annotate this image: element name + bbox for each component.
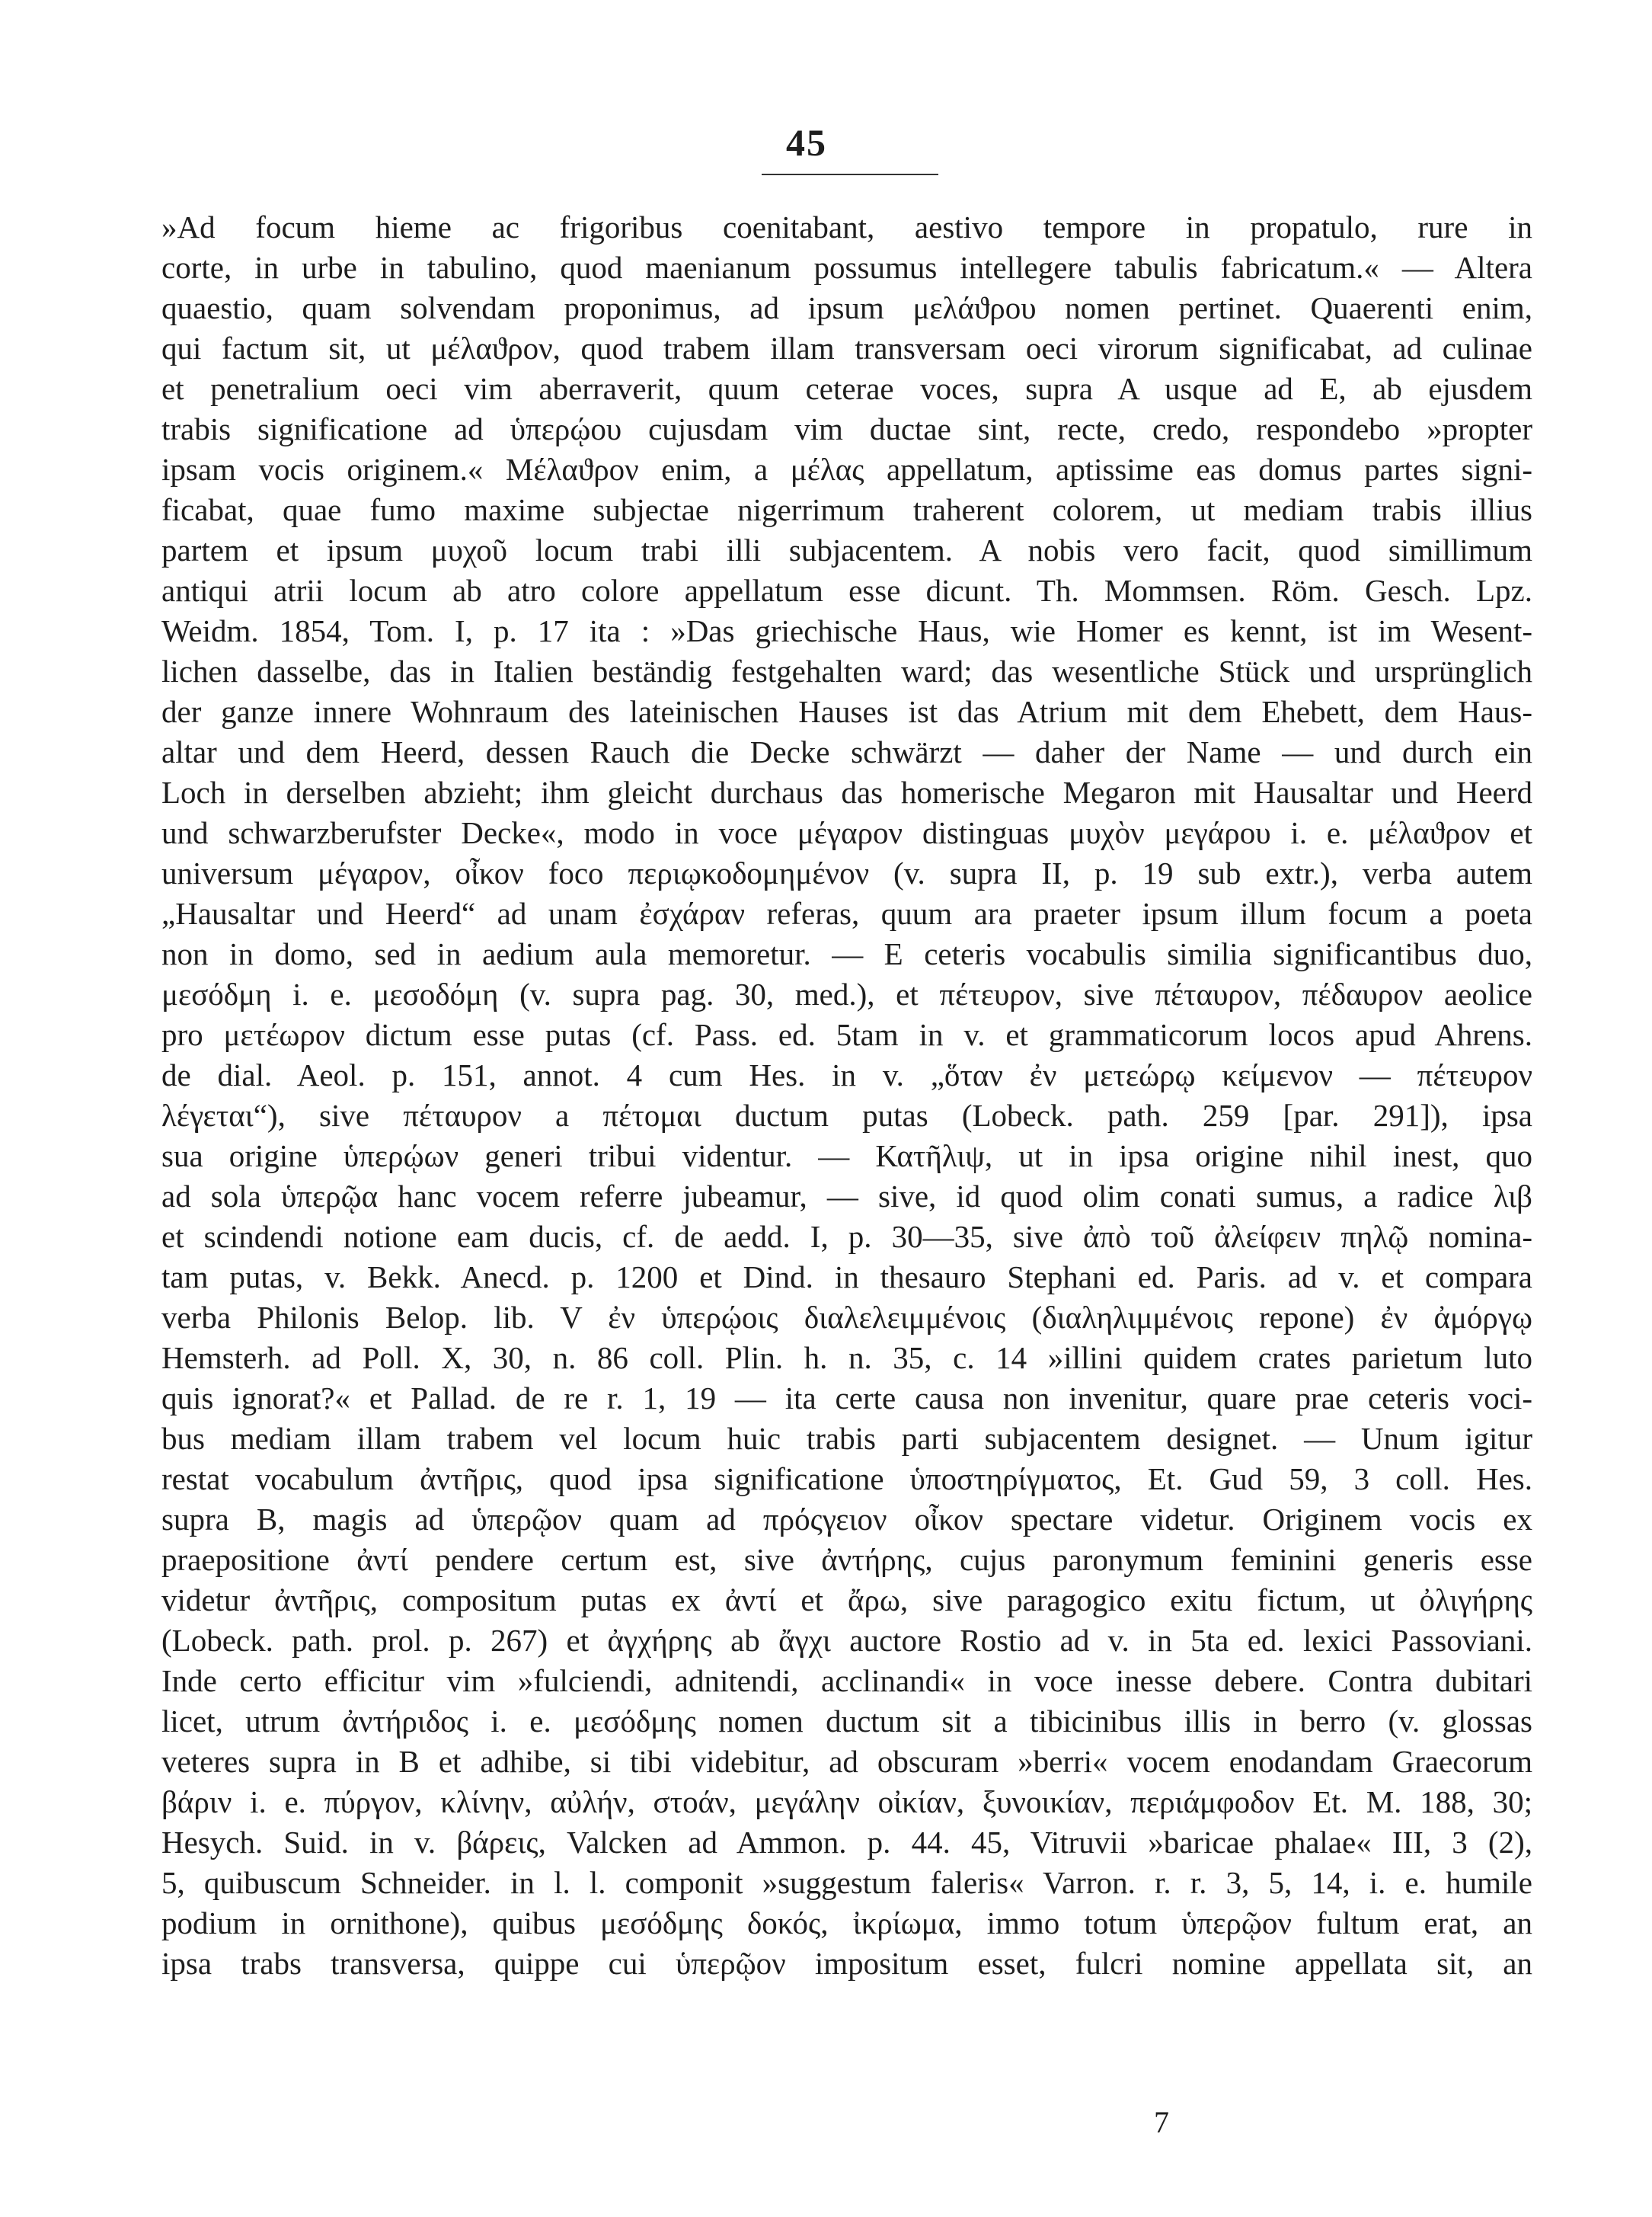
text-line: (Lobeck. path. prol. p. 267) et ἀγχήρης ab ἄγχι auctore Rostio ad v. in 5ta ed. lexici Passoviani. (161, 1623, 1532, 1658)
text-line: altar und dem Heerd, dessen Rauch die Decke schwärzt — daher der Name — und durch ein (161, 734, 1532, 769)
text-line: praepositione ἀντί pendere certum est, sive ἀντήρης, cujus paronymum feminini generis esse (161, 1542, 1532, 1577)
text-line: ipsam vocis originem.« Μέλαϑρον enim, a μέλας appellatum, aptissime eas domus partes signi- (161, 452, 1532, 487)
text-line: partem et ipsum μυχοῦ locum trabi illi subjacentem. A nobis vero facit, quod simillimum (161, 533, 1532, 568)
text-line: λέγεται“), sive πέταυρον a πέτομαι ductum putas (Lobeck. path. 259 [par. 291]), ipsa (161, 1098, 1532, 1133)
text-line: 5, quibuscum Schneider. in l. l. componit »suggestum faleris« Varron. r. r. 3, 5, 14, i. e. humile (161, 1865, 1532, 1900)
text-line: et penetralium oeci vim aberraverit, quum ceterae voces, supra A usque ad E, ab ejusdem (161, 371, 1532, 406)
text-line: supra B, magis ad ὑπερῷον quam ad πρόςγειον οἶκον spectare videtur. Originem vocis ex (161, 1502, 1532, 1537)
signature-mark: 7 (1154, 2105, 1169, 2139)
text-line: licet, utrum ἀντήριδος i. e. μεσόδμης nomen ductum sit a tibicinibus illis in berro (v. glossas (161, 1704, 1532, 1739)
text-line: quaestio, quam solvendam proponimus, ad ipsum μελάϑρου nomen pertinet. Quaerenti enim, (161, 290, 1532, 325)
text-line: veteres supra in B et adhibe, si tibi videbitur, ad obscuram »berri« vocem enodandam Graecorum (161, 1744, 1532, 1779)
text-line: Inde certo efficitur vim »fulciendi, adnitendi, acclinandi« in voce inesse debere. Contra dubitari (161, 1663, 1532, 1698)
text-line: der ganze innere Wohnraum des lateinischen Hauses ist das Atrium mit dem Ehebett, dem Haus- (161, 694, 1532, 729)
header-rule (762, 174, 938, 175)
text-line: de dial. Aeol. p. 151, annot. 4 cum Hes. in v. „ὅταν ἐν μετεώρῳ κείμενον — πέτευρον (161, 1057, 1532, 1093)
text-line: bus mediam illam trabem vel locum huic trabis parti subjacentem designet. — Unum igitur (161, 1421, 1532, 1456)
text-line: Hesych. Suid. in v. βάρεις, Valcken ad Ammon. p. 44. 45, Vitruvii »baricae phalae« III, 3 (2), (161, 1825, 1532, 1860)
text-line (161, 1984, 1532, 2024)
text-line: verba Philonis Belop. lib. V ἐν ὑπερῴοις διαλελειμμένοις (διαληλιμμένοις repone) ἐν ἀμόργῳ (161, 1300, 1532, 1335)
text-line: und schwarzberufster Decke«, modo in voce μέγαρον distinguas μυχὸν μεγάρου i. e. μέλαϑρον et (161, 815, 1532, 850)
text-line: quis ignorat?« et Pallad. de re r. 1, 19 — ita certe causa non invenitur, quare prae ceteris voci- (161, 1380, 1532, 1416)
text-line: pro μετέωρον dictum esse putas (cf. Pass. ed. 5tam in v. et grammaticorum locos apud Ahrens. (161, 1017, 1532, 1052)
text-line: βάριν i. e. πύργον, κλίνην, αὐλήν, στοάν, μεγάλην οἰκίαν, ξυνοικίαν, περιάμφοδον Et. M. 188, 30; (161, 1784, 1532, 1819)
text-line: ipsa trabs transversa, quippe cui ὑπερῷον impositum esset, fulcri nomine appellata sit, an (161, 1946, 1532, 1981)
text-line: Loch in derselben abzieht; ihm gleicht durchaus das homerische Megaron mit Hausaltar und Heerd (161, 775, 1532, 810)
text-line: corte, in urbe in tabulino, quod maenianum possumus intellegere tabulis fabricatum.« — Altera (161, 250, 1532, 285)
text-line: ad sola ὑπερῷα hanc vocem referre jubeamur, — sive, id quod olim conati sumus, a radice λιβ (161, 1179, 1532, 1214)
text-line: qui factum sit, ut μέλαϑρον, quod trabem illam transversam oeci virorum significabat, ad culinae (161, 331, 1532, 366)
text-line: ficabat, quae fumo maxime subjectae nigerrimum traherent colorem, ut mediam trabis illius (161, 492, 1532, 527)
text-line: tam putas, v. Bekk. Anecd. p. 1200 et Dind. in thesauro Stephani ed. Paris. ad v. et compara (161, 1259, 1532, 1294)
text-line: Hemsterh. ad Poll. X, 30, n. 86 coll. Plin. h. n. 35, c. 14 »illini quidem crates parietum luto (161, 1340, 1532, 1375)
text-line: et scindendi notione eam ducis, cf. de aedd. I, p. 30—35, sive ἀπὸ τοῦ ἀλείφειν πηλῷ nomina- (161, 1219, 1532, 1254)
page-number: 45 (786, 121, 827, 164)
text-line: sua origine ὑπερῴων generi tribui videntur. — Κατῆλιψ, ut in ipsa origine nihil inest, quo (161, 1138, 1532, 1173)
text-line: lichen dasselbe, das in Italien beständig festgehalten ward; das wesentliche Stück und ursprünglich (161, 654, 1532, 689)
text-line: μεσόδμη i. e. μεσοδόμη (v. supra pag. 30, med.), et πέτευρον, sive πέταυρον, πέδαυρον aeolice (161, 977, 1532, 1012)
body-text (161, 207, 1532, 2024)
text-line: antiqui atrii locum ab atro colore appellatum esse dicunt. Th. Mommsen. Röm. Gesch. Lpz. (161, 573, 1532, 608)
text-line: videtur ἀντῆρις, compositum putas ex ἀντί et ἄρω, sive paragogico exitu fictum, ut ὀλιγήρης (161, 1582, 1532, 1617)
text-line: restat vocabulum ἀντῆρις, quod ipsa significatione ὑποστηρίγματος, Et. Gud 59, 3 coll. Hes. (161, 1461, 1532, 1496)
text-line: „Hausaltar und Heerd“ ad unam ἐσχάραν referas, quum ara praeter ipsum illum focum a poeta (161, 896, 1532, 931)
text-line: trabis significatione ad ὑπερῴου cujusdam vim ductae sint, recte, credo, respondebo »propter (161, 411, 1532, 446)
text-line: »Ad focum hieme ac frigoribus coenitabant, aestivo tempore in propatulo, rure in (161, 210, 1532, 245)
text-line: universum μέγαρον, οἶκον foco περιῳκοδομημένον (v. supra II, p. 19 sub extr.), verba autem (161, 856, 1532, 891)
text-line: Weidm. 1854, Tom. I, p. 17 ita : »Das griechische Haus, wie Homer es kennt, ist im Wesent- (161, 613, 1532, 648)
text-line: non in domo, sed in aedium aula memoretur. — E ceteris vocabulis similia significantibus duo, (161, 936, 1532, 971)
text-line: podium in ornithone), quibus μεσόδμης δοκός, ἰκρίωμα, immo totum ὑπερῷον fultum erat, an (161, 1905, 1532, 1940)
